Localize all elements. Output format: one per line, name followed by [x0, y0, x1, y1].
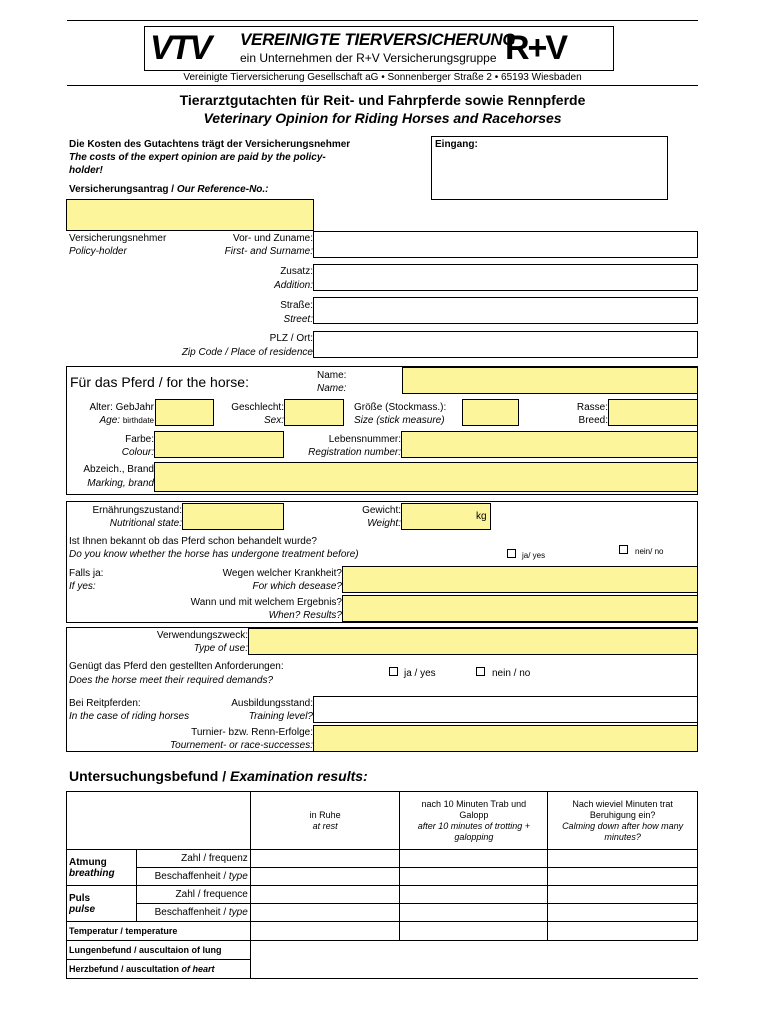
nutrition-field[interactable] — [182, 503, 284, 530]
weight-unit: kg — [476, 511, 487, 522]
size-label-en: Size (stick measure) — [354, 415, 445, 426]
treated-yes-label: ja/ yes — [522, 551, 546, 560]
exam-table — [66, 791, 698, 979]
top-rule — [67, 20, 698, 21]
weight-field[interactable] — [401, 503, 491, 530]
nutrition-label-en: Nutritional state: — [109, 518, 182, 529]
weight-label-de: Gewicht: — [362, 505, 401, 516]
temperature-calm-cell[interactable] — [548, 922, 698, 941]
usage-type-label-en: Type of use: — [193, 643, 248, 654]
logo-mark: VTV — [150, 29, 211, 67]
exam-heading-de: Untersuchungsbefund / — [69, 768, 230, 784]
col-rest-en: at rest — [312, 820, 338, 831]
when-label-de: Wann und mit welchem Ergebnis? — [190, 597, 342, 608]
address-rule — [67, 85, 698, 86]
disease-label-de: Wegen welcher Krankheit? — [222, 568, 342, 579]
atmung-rate-calm-cell[interactable] — [548, 850, 698, 868]
sex-field[interactable] — [284, 399, 344, 426]
weight-label-en: Weight: — [367, 518, 401, 529]
riding-label-en: In the case of riding horses — [69, 711, 190, 722]
costs-note-en-1: The costs of the expert opinion are paid by the policy- — [69, 152, 326, 163]
sex-label-en: Sex: — [263, 415, 284, 426]
addition-field[interactable] — [313, 264, 698, 291]
col-rest-de: in Ruhe — [309, 809, 341, 820]
table-row — [67, 904, 698, 922]
horse-name-label-de: Name: — [317, 370, 347, 381]
disease-label-en: For which desease? — [252, 581, 342, 592]
demands-yes-label: ja / yes — [404, 668, 436, 679]
company-logo — [144, 26, 614, 71]
exam-corner-cell — [67, 792, 251, 850]
puls-cell — [67, 886, 137, 922]
treated-no-label: nein/ no — [635, 547, 664, 556]
addition-label-en: Addition: — [274, 280, 313, 291]
puls-type-rest-cell[interactable] — [250, 904, 400, 922]
atmung-rate-label: Zahl / frequenz — [136, 850, 250, 868]
registration-field[interactable] — [401, 431, 698, 458]
puls-de: Puls — [69, 892, 91, 904]
breed-label-en: Breed: — [578, 415, 608, 426]
tournament-label-en: Tournement- or race-successes: — [169, 740, 313, 751]
addition-label-de: Zusatz: — [280, 266, 313, 277]
disease-field[interactable] — [342, 566, 698, 593]
demands-question-en: Does the horse meet their required demands? — [69, 675, 274, 686]
name-field[interactable] — [313, 231, 698, 258]
temperature-rest-cell[interactable] — [250, 922, 400, 941]
puls-type-en: type — [228, 907, 248, 918]
puls-rate-rest-cell[interactable] — [250, 886, 400, 904]
policy-holder-en: Policy-holder — [69, 246, 127, 257]
colour-label-en: Colour: — [121, 447, 154, 458]
heart-label-de: Herzbefund / auscultation — [69, 963, 182, 974]
table-row — [67, 960, 698, 979]
name-label-de: Vor- und Zuname: — [232, 233, 313, 244]
ifyes-label-de: Falls ja: — [69, 568, 104, 579]
lung-field[interactable] — [250, 941, 697, 960]
treated-question-de: Ist Ihnen bekannt ob das Pferd schon behandelt wurde? — [69, 536, 317, 547]
breed-label-de: Rasse: — [576, 402, 608, 413]
usage-type-label-de: Verwendungszweck: — [156, 630, 248, 641]
atmung-rate-trot-cell[interactable] — [400, 850, 548, 868]
colour-field[interactable] — [154, 431, 284, 458]
sex-label-de: Geschlecht: — [231, 402, 284, 413]
horse-name-label-en: Name: — [317, 383, 347, 394]
tournament-label-de: Turnier- bzw. Renn-Erfolge: — [191, 727, 313, 738]
when-label-en: When? Results? — [268, 610, 342, 621]
puls-type-label — [136, 904, 250, 922]
demands-question-de: Genügt das Pferd den gestellten Anforderungen: — [69, 661, 284, 672]
table-row — [67, 922, 698, 941]
name-label-en: First- and Surname: — [224, 246, 313, 257]
table-row — [67, 886, 698, 904]
demands-no-checkbox[interactable] — [476, 667, 485, 676]
age-label-en-main: Age: — [99, 415, 121, 426]
costs-note-de: Die Kosten des Gutachtens trägt der Versicherungsnehmer — [69, 139, 351, 150]
reference-label — [69, 184, 269, 196]
col-calm-de-2: Beruhigung ein? — [589, 809, 656, 820]
zip-label-de: PLZ / Ort: — [269, 333, 313, 344]
breed-field[interactable] — [608, 399, 698, 426]
usage-type-field[interactable] — [248, 628, 698, 655]
exam-header-row — [67, 792, 698, 850]
puls-rate-label: Zahl / frequence — [136, 886, 250, 904]
page-title: Tierarztgutachten für Reit- und Fahrpferde sowie Rennpferde — [179, 92, 586, 108]
registration-label-en: Registration number: — [308, 447, 401, 458]
exam-heading-en: Examination results: — [230, 768, 368, 784]
atmung-de: Atmung — [69, 856, 107, 868]
col-header-trot — [400, 792, 548, 850]
riding-label-de: Bei Reitpferden: — [69, 698, 141, 709]
age-field[interactable] — [155, 399, 214, 426]
puls-rate-calm-cell[interactable] — [548, 886, 698, 904]
eingang-label: Eingang: — [435, 139, 478, 150]
atmung-type-calm-cell[interactable] — [548, 868, 698, 886]
atmung-type-de: Beschaffenheit / — [154, 871, 229, 882]
puls-type-trot-cell[interactable] — [400, 904, 548, 922]
heart-label — [67, 960, 251, 979]
size-label-de: Größe (Stockmass.): — [354, 402, 447, 413]
age-label-en-small: birthdate — [122, 416, 154, 425]
col-header-rest — [250, 792, 400, 850]
when-field[interactable] — [342, 595, 698, 622]
horse-heading: Für das Pferd / for the horse: — [70, 374, 249, 390]
puls-type-calm-cell[interactable] — [548, 904, 698, 922]
col-calm-en-2: minutes? — [604, 831, 641, 842]
table-row — [67, 868, 698, 886]
col-trot-en-1: after 10 minutes of trotting + — [417, 820, 530, 831]
training-label-de: Ausbildungsstand: — [231, 698, 313, 709]
zip-field[interactable] — [313, 331, 698, 358]
atmung-type-label — [136, 868, 250, 886]
table-row — [67, 850, 698, 868]
treated-no-checkbox[interactable] — [619, 545, 628, 554]
puls-type-de: Beschaffenheit / — [154, 907, 229, 918]
reference-label-en: Our Reference-No.: — [176, 184, 269, 195]
puls-en: pulse — [69, 903, 96, 915]
zip-label-en: Zip Code / Place of residence — [181, 347, 313, 358]
atmung-rate-rest-cell[interactable] — [250, 850, 400, 868]
nutrition-label-de: Ernährungszustand: — [92, 505, 182, 516]
horse-name-field[interactable] — [402, 367, 698, 394]
col-trot-en-2: galopping — [454, 831, 494, 842]
logo-rv: R+V — [505, 29, 567, 67]
company-address: Vereinigte Tierversicherung Gesellschaft aG • Sonnenberger Straße 2 • 65193 Wiesbaden — [183, 72, 582, 83]
atmung-type-rest-cell[interactable] — [250, 868, 400, 886]
marking-label-de: Abzeich., Brand — [83, 464, 154, 475]
atmung-cell — [67, 850, 137, 886]
exam-heading — [69, 768, 368, 784]
reference-label-de: Versicherungsantrag / — [69, 184, 177, 195]
costs-note-en-2: holder! — [69, 165, 103, 176]
training-label-en: Training level? — [248, 711, 313, 722]
street-label-de: Straße: — [280, 300, 313, 311]
treated-question-en: Do you know whether the horse has undergone treatment before) — [69, 549, 359, 560]
table-row — [67, 941, 698, 960]
marking-field[interactable] — [154, 462, 698, 492]
age-label-en — [66, 415, 154, 427]
temperature-label: Temperatur / temperature — [67, 922, 251, 941]
tournament-field[interactable] — [313, 725, 698, 752]
marking-label-en: Marking, brand — [87, 478, 154, 489]
registration-label-de: Lebensnummer: — [328, 434, 401, 445]
lung-label: Lungenbefund / auscultaion of lung — [67, 941, 251, 960]
eingang-box[interactable] — [431, 136, 668, 200]
atmung-type-en: type — [228, 871, 248, 882]
temperature-trot-cell[interactable] — [400, 922, 548, 941]
treated-yes-checkbox[interactable] — [507, 549, 516, 558]
logo-line1: VEREINIGTE TIERVERSICHERUNG — [240, 30, 516, 49]
reference-number-field[interactable] — [66, 199, 314, 231]
ifyes-label-en: If yes: — [69, 581, 96, 592]
colour-label-de: Farbe: — [125, 434, 154, 445]
atmung-en: breathing — [69, 867, 115, 879]
age-label-de: Alter: GebJahr — [89, 402, 154, 413]
size-field[interactable] — [462, 399, 519, 426]
heart-label-en: of heart — [181, 963, 215, 974]
col-header-calm — [548, 792, 698, 850]
atmung-type-trot-cell[interactable] — [400, 868, 548, 886]
puls-rate-trot-cell[interactable] — [400, 886, 548, 904]
col-trot-de-1: nach 10 Minuten Trab und — [421, 798, 527, 809]
demands-yes-checkbox[interactable] — [389, 667, 398, 676]
logo-line2: ein Unternehmen der R+V Versicherungsgruppe — [240, 51, 497, 65]
col-calm-de-1: Nach wieviel Minuten trat — [572, 798, 673, 809]
col-calm-en-1: Calming down after how many — [562, 820, 684, 831]
training-field[interactable] — [313, 696, 698, 723]
col-trot-de-2: Galopp — [459, 809, 489, 820]
policy-holder-de: Versicherungsnehmer — [69, 233, 167, 244]
demands-no-label: nein / no — [492, 668, 531, 679]
street-label-en: Street: — [283, 314, 313, 325]
page-subtitle: Veterinary Opinion for Riding Horses and Racehorses — [203, 110, 562, 126]
street-field[interactable] — [313, 297, 698, 324]
heart-field[interactable] — [250, 960, 697, 979]
